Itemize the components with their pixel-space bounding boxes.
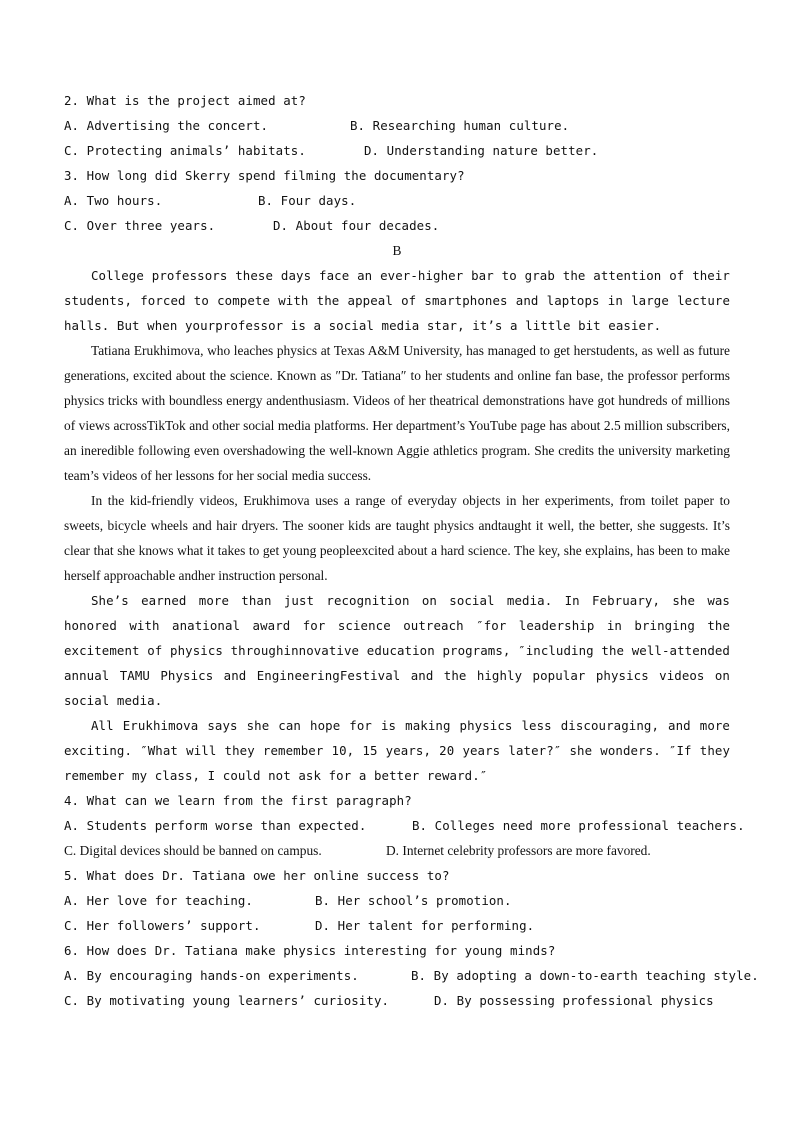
question-2-option-c: C. Protecting animals’ habitats. [64, 143, 306, 158]
question-4-option-a: A. Students perform worse than expected. [64, 818, 367, 833]
question-5-option-d: D. Her talent for performing. [315, 918, 535, 933]
question-5-option-b: B. Her school’s promotion. [315, 893, 512, 908]
exam-page [64, 88, 759, 1013]
passage-paragraph-5: All Erukhimova says she can hope for is making physics less discouraging, and more exciting. ″What will they remember 10, 15 years, 20 years later?″ she wonders. ″If they remember my class, I could not ask for a better reward.″ [64, 718, 730, 783]
question-3-options-row-2 [64, 213, 730, 238]
question-3-options-row-1 [64, 188, 730, 213]
question-5-options-row-2 [64, 913, 730, 938]
question-5-option-a: A. Her love for teaching. [64, 893, 253, 908]
question-4-options-row-1 [64, 813, 745, 838]
question-2-option-d: D. Understanding nature better. [364, 143, 599, 158]
question-6-option-d: D. By possessing professional physics [434, 993, 714, 1008]
question-4-options-row-2 [64, 838, 730, 863]
question-6-options-row-2 [64, 988, 730, 1013]
question-3-option-d: D. About four decades. [273, 218, 440, 233]
question-4-option-b: B. Colleges need more professional teachers. [412, 818, 745, 833]
question-4-option-c: C. Digital devices should be banned on campus. [64, 843, 322, 858]
question-2-options-row-1 [64, 113, 730, 138]
question-3-option-c: C. Over three years. [64, 218, 216, 233]
question-2-option-a: A. Advertising the concert. [64, 118, 269, 133]
passage-paragraph-2: Tatiana Erukhimova, who leaches physics at Texas A&M University, has managed to get herstudents, as well as future generations, excited about the science. Known as ″Dr. Tatiana″ to her students and online fan base, the professor performs physics tricks with boundless energy andenthusiasm. Videos of her theatrical demonstrations have got hundreds of millions of views acrossTikTok and other social media platforms. Her department’s YouTube page has about 2.5 million subscribers, an ineredible following even overshadowing the well-known Aggie athletics program. She credits the university marketing team’s videos of her lessons for her social media success. [64, 343, 730, 483]
question-6-option-c: C. By motivating young learners’ curiosity. [64, 993, 390, 1008]
passage-paragraph-3: In the kid-friendly videos, Erukhimova uses a range of everyday objects in her experiments, from toilet paper to sweets, bicycle wheels and hair dryers. The sooner kids are taught physics andtaught it well, the better, she suggests. It’s clear that she knows what it takes to get young peopleexcited about a hard science. The key, she explains, has been to make herself approachable andher instruction personal. [64, 493, 730, 583]
question-2-stem: 2. What is the project aimed at? [64, 93, 306, 108]
passage-paragraph-4: She’s earned more than just recognition on social media. In February, she was honored with anational award for science outreach ″for leadership in bringing the excitement of physics throughinnovative education programs, ″including the well-attended annual TAMU Physics and EngineeringFestival and the highly popular physics videos on social media. [64, 593, 730, 708]
question-5-stem: 5. What does Dr. Tatiana owe her online success to? [64, 868, 450, 883]
question-6-option-b: B. By adopting a down-to-earth teaching style. [411, 968, 759, 983]
section-heading-b: B [392, 243, 402, 258]
question-6-stem: 6. How does Dr. Tatiana make physics interesting for young minds? [64, 943, 556, 958]
question-4-stem: 4. What can we learn from the first paragraph? [64, 793, 412, 808]
passage-paragraph-1: College professors these days face an ever-higher bar to grab the attention of their students, forced to compete with the appeal of smartphones and laptops in large lecture halls. But when yourprofessor is a social media star, it’s a little bit easier. [64, 268, 730, 333]
question-6-option-a: A. By encouraging hands-on experiments. [64, 968, 359, 983]
question-2-options-row-2 [64, 138, 730, 163]
question-4-option-d: D. Internet celebrity professors are more favored. [386, 843, 651, 858]
question-5-options-row-1 [64, 888, 730, 913]
question-3-stem: 3. How long did Skerry spend filming the documentary? [64, 168, 465, 183]
question-3-option-b: B. Four days. [258, 193, 357, 208]
question-5-option-c: C. Her followers’ support. [64, 918, 261, 933]
question-6-options-row-1 [64, 963, 759, 988]
question-2-option-b: B. Researching human culture. [350, 118, 570, 133]
question-3-option-a: A. Two hours. [64, 193, 163, 208]
